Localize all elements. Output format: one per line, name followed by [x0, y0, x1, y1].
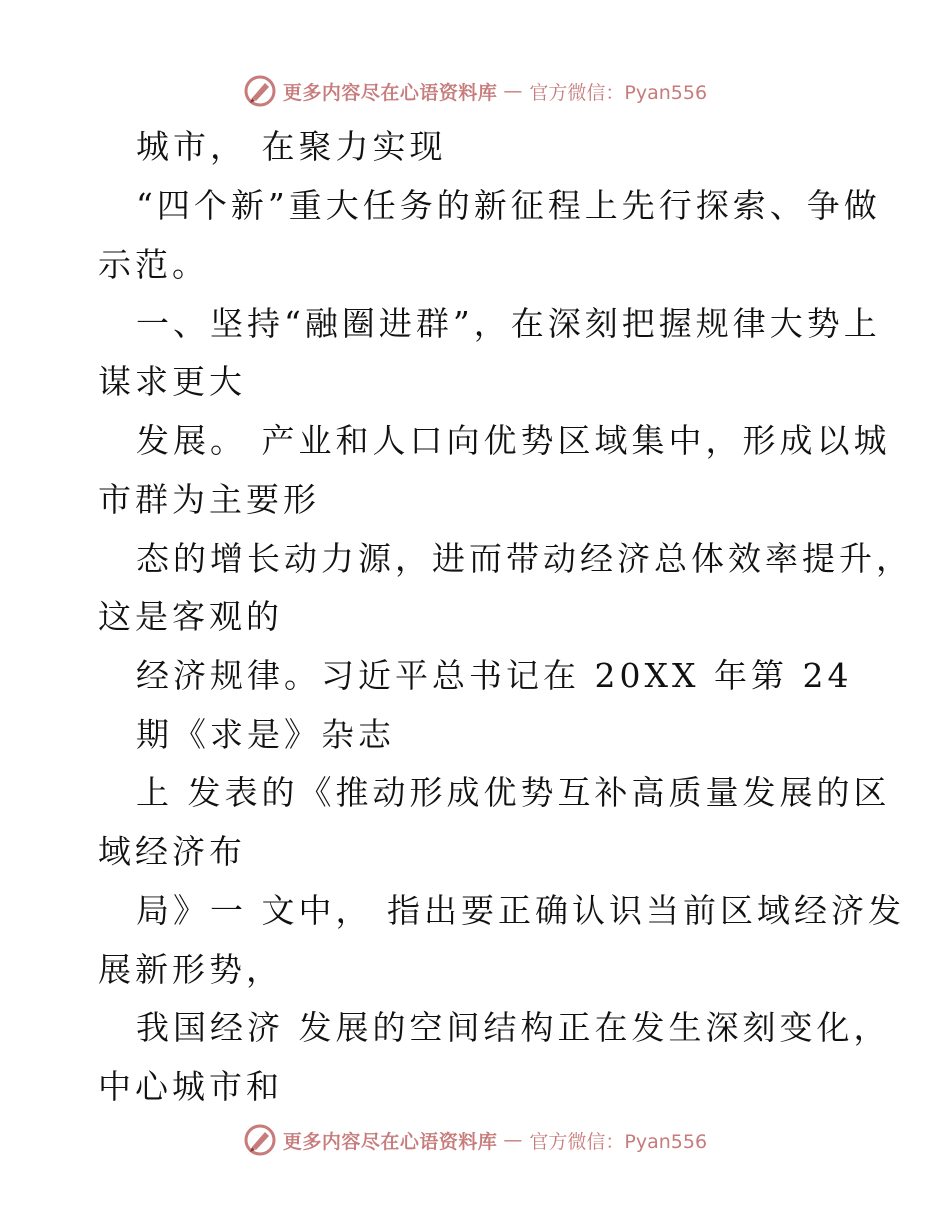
- body-line: 市群为主要形: [98, 480, 320, 519]
- pen-circle-logo-icon: [243, 1123, 277, 1157]
- banner-title: 更多内容尽在心语资料库: [282, 81, 498, 104]
- body-line: 域经济布: [98, 832, 246, 871]
- body-line: 态的增长动力源，进而带动经济总体效率提升，: [136, 539, 913, 578]
- body-line: 谋求更大: [98, 362, 246, 401]
- body-line: 我国经济 发展的空间结构正在发生深刻变化，: [136, 1008, 891, 1047]
- banner-separator: —: [503, 1129, 524, 1151]
- body-line: 发展。 产业和人口向优势区域集中，形成以城: [136, 421, 891, 460]
- body-line: 上 发表的《推动形成优势互补高质量发展的区: [136, 773, 891, 812]
- body-line: 局》一 文中， 指出要正确认识当前区域经济发: [136, 891, 905, 930]
- body-line: 期《求是》杂志: [136, 715, 395, 754]
- banner-wechat: 官方微信：Pyan556: [529, 81, 708, 104]
- body-line: 城市， 在聚力实现: [136, 127, 447, 166]
- pen-circle-logo-icon: [243, 74, 277, 108]
- body-line: 经济规律。习近平总书记在 20XX 年第 24: [136, 656, 853, 695]
- banner-title: 更多内容尽在心语资料库: [282, 1130, 498, 1153]
- body-line: 这是客观的: [98, 597, 283, 636]
- body-line: 一、坚持“融圈进群”，在深刻把握规律大势上: [136, 304, 881, 343]
- banner-separator: —: [503, 80, 524, 102]
- body-line: “四个新”重大任务的新征程上先行探索、争做: [136, 186, 881, 225]
- body-line: 中心城市和: [98, 1067, 283, 1106]
- header-banner: [0, 71, 950, 111]
- footer-banner: [0, 1120, 950, 1160]
- body-line: 示范。: [98, 245, 209, 284]
- banner-wechat: 官方微信：Pyan556: [529, 1130, 708, 1153]
- body-line: 展新形势，: [98, 950, 283, 989]
